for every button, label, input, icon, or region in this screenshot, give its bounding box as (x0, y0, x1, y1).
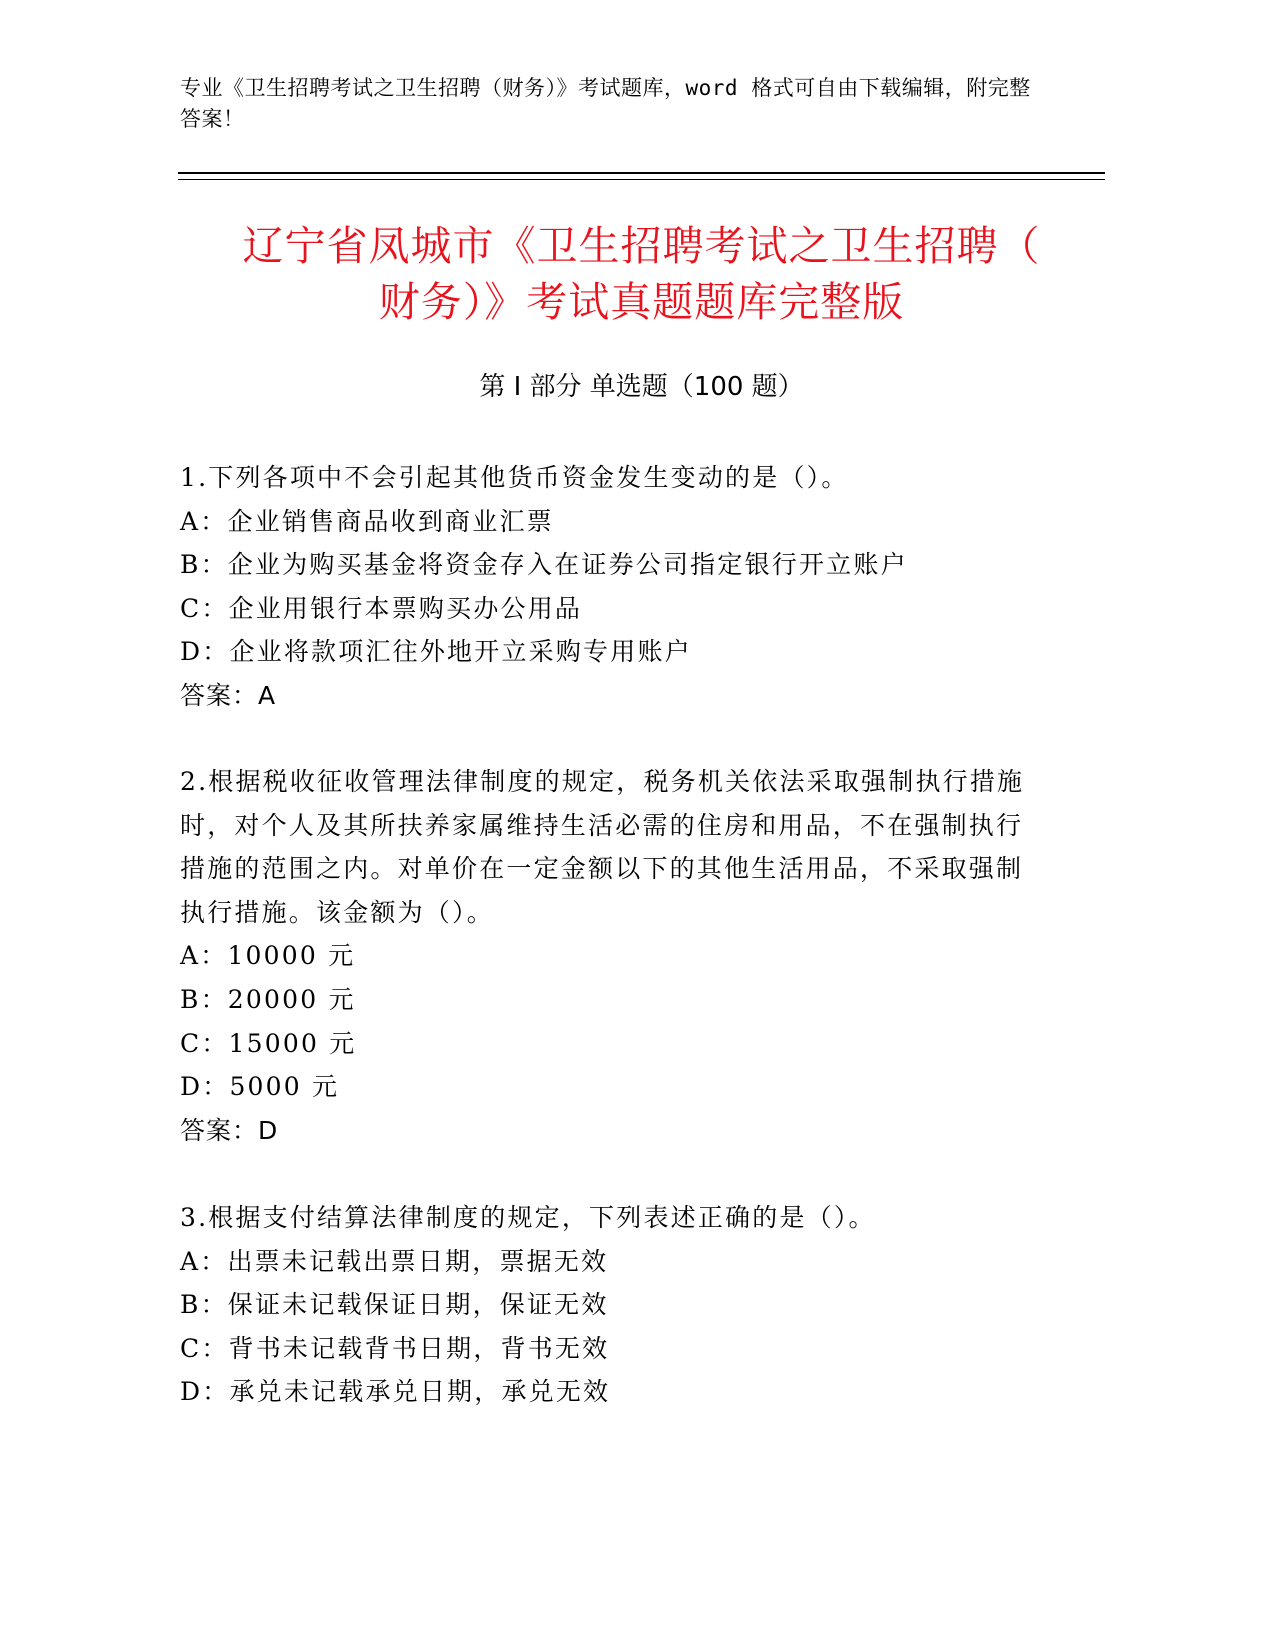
option-d: D：承兑未记载承兑日期，承兑无效 (180, 1377, 611, 1407)
header-rule-thick (178, 172, 1105, 174)
question-stem: 3.根据支付结算法律制度的规定，下列表述正确的是（）。 (180, 1203, 876, 1232)
question-2 (180, 760, 1050, 1152)
option-c: C：企业用银行本票购买办公用品 (180, 593, 583, 623)
option-c: C：背书未记载背书日期，背书无效 (180, 1333, 610, 1363)
option-a: A：出票未记载出票日期，票据无效 (180, 1246, 609, 1276)
answer: 答案：D (180, 1115, 279, 1145)
question-stem: 2.根据税收征收管理法律制度的规定，税务机关依法采取强制执行措施时，对个人及其所扶养家属维持生活必需的住房和用品，不在强制执行措施的范围之内。对单价在一定金额以下的其他生活用品，不采取强制执行措施。该金额为（）。 (180, 767, 1025, 927)
title-line-2: 财务）》考试真题题库完整版 (378, 278, 905, 326)
option-b: B：保证未记载保证日期，保证无效 (180, 1290, 609, 1320)
option-b: B：20000 元 (180, 984, 356, 1014)
question-1 (180, 456, 1050, 718)
option-c: C：15000 元 (180, 1028, 357, 1058)
header-rule-thin (178, 179, 1105, 180)
answer: 答案：A (180, 680, 277, 710)
option-d: D：5000 元 (180, 1072, 340, 1102)
option-d: D：企业将款项汇往外地开立采购专用账户 (180, 637, 692, 667)
question-stem: 1.下列各项中不会引起其他货币资金发生变动的是（）。 (180, 463, 849, 492)
option-a: A：10000 元 (180, 941, 356, 971)
document-title (178, 218, 1105, 330)
question-3 (180, 1196, 1050, 1414)
section-heading: 第 I 部分 单选题（100 题） (479, 372, 804, 402)
option-b: B：企业为购买基金将资金存入在证券公司指定银行开立账户 (180, 550, 908, 580)
header-note: 专业《卫生招聘考试之卫生招聘（财务）》考试题库，word 格式可自由下载编辑，附完整答案！ (180, 76, 1031, 131)
option-a: A：企业销售商品收到商业汇票 (180, 506, 554, 536)
title-line-1: 辽宁省凤城市《卫生招聘考试之卫生招聘（ (242, 222, 1041, 270)
